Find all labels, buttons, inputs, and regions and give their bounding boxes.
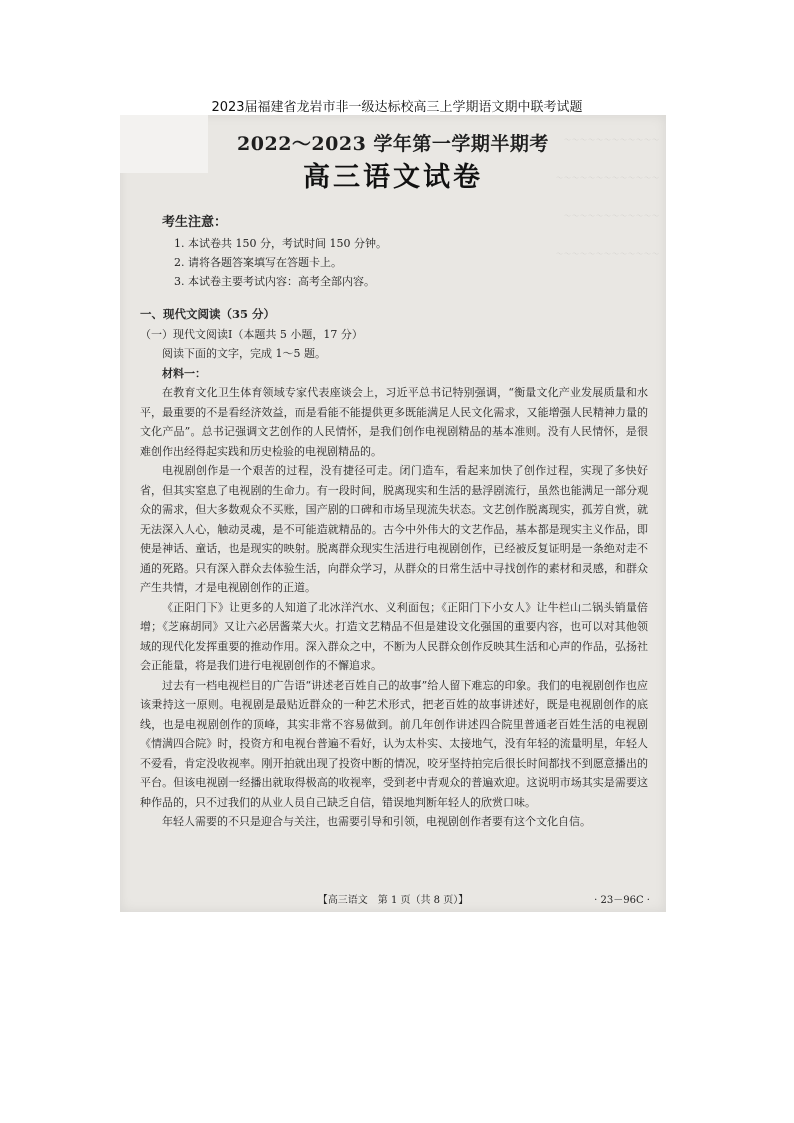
exam-title: 高三语文试卷: [303, 162, 483, 193]
notice-item: 2. 请将各题答案填写在答题卡上。: [174, 256, 342, 269]
reading-section: [140, 305, 648, 832]
exam-header: 2022～2023 学年第一学期半期考: [237, 133, 549, 155]
bleed-through: ～～～～～～～～～～～～: [564, 212, 660, 220]
candidate-notice: [162, 211, 582, 291]
section-instruction: 阅读下面的文字，完成 1～5 题。: [162, 347, 326, 360]
paragraph: 《正阳门下》让更多的人知道了北冰洋汽水、义利面包；《正阳门下小女人》让牛栏山二锅头销量倍增；《芝麻胡同》又让六必居酱菜大火。打造文艺精品不但是建设文化强国的重要内容，也可以对其他领域的现代化发挥重要的推动作用。深入群众之中，不断为人民群众创作反映其生活和心声的作品，弘扬社会正能量，将是我们进行电视剧创作的不懈追求。: [140, 600, 648, 672]
section-heading: 一、现代文阅读（35 分）: [140, 307, 276, 321]
page-number-label: 【高三语文 第 1 页（共 8 页）】: [317, 895, 469, 906]
paragraph: 过去有一档电视栏目的广告语“讲述老百姓自己的故事”给人留下难忘的印象。我们的电视剧创作也应该秉持这一原则。电视剧是最贴近群众的一种艺术形式，把老百姓的故事讲述好，既是电视剧创作的底线，也是电视剧创作的顶峰，其实非常不容易做到。前几年创作讲述四合院里普通老百姓生活的电视剧《情满四合院》时，投资方和电视台普遍不看好，认为太朴实、太接地气，没有年轻的流量明星，年轻人不爱看，肯定没收视率。刚开拍就出现了投资中断的情况，咬牙坚持拍完后很长时间都找不到愿意播出的平台。但该电视剧一经播出就取得极高的收视率，受到老中青观众的普遍欢迎。这说明市场其实是需要这种作品的，只不过我们的从业人员自己缺乏自信，错误地判断年轻人的欣赏口味。: [140, 678, 648, 809]
notice-item: 1. 本试卷共 150 分，考试时间 150 分钟。: [174, 237, 387, 250]
paper-code: · 23－96C ·: [594, 895, 650, 906]
bleed-through: ～～～～～～～～～～～～～: [556, 174, 660, 182]
notice-item: 3. 本试卷主要考试内容：高考全部内容。: [174, 275, 375, 288]
section-subheading: （一）现代文阅读Ⅰ（本题共 5 小题，17 分）: [140, 327, 363, 341]
bleed-through: ～～～～～～～～～～～～～: [556, 250, 660, 258]
paragraph: 年轻人需要的不只是迎合与关注，也需要引导和引领，电视剧创作者要有这个文化自信。: [162, 815, 591, 828]
paragraph: 在教育文化卫生体育领域专家代表座谈会上，习近平总书记特别强调，“衡量文化产业发展质量和水平，最重要的不是看经济效益，而是看能不能提供更多既能满足人民文化需求，又能增强人民精神力量的文化产品”。总书记强调文艺创作的人民情怀，是我们创作电视剧精品的基本准则。没有人民情怀，是很难创作出经得起实践和历史检验的电视剧精品的。: [140, 386, 648, 458]
notice-heading: 考生注意：: [162, 215, 228, 230]
document-title: 2023届福建省龙岩市非一级达标校高三上学期语文期中联考试题: [211, 100, 583, 115]
material-label: 材料一：: [162, 366, 206, 380]
scanned-exam-page: [120, 115, 666, 912]
paragraph: 电视剧创作是一个艰苦的过程，没有捷径可走。闭门造车，看起来加快了创作过程，实现了多快好省，但其实窒息了电视剧的生命力。有一段时间，脱离现实和生活的悬浮剧流行，虽然也能满足一部分观众的需求，但大多数观众不买账，国产剧的口碑和市场呈现流失状态。文艺创作脱离现实，孤芳自赏，就无法深入人心，触动灵魂，是不可能造就精品的。古今中外伟大的文艺作品，基本都是现实主义作品，即使是神话、童话，也是现实的映射。脱离群众现实生活进行电视剧创作，已经被反复证明是一条绝对走不通的死路。只有深入群众去体验生活，向群众学习，从群众的日常生活中寻找创作的素材和灵感，和群众产生共情，才是电视剧创作的正道。: [140, 464, 648, 594]
bleed-through: ～～～～～～～～～～～～: [564, 136, 660, 144]
